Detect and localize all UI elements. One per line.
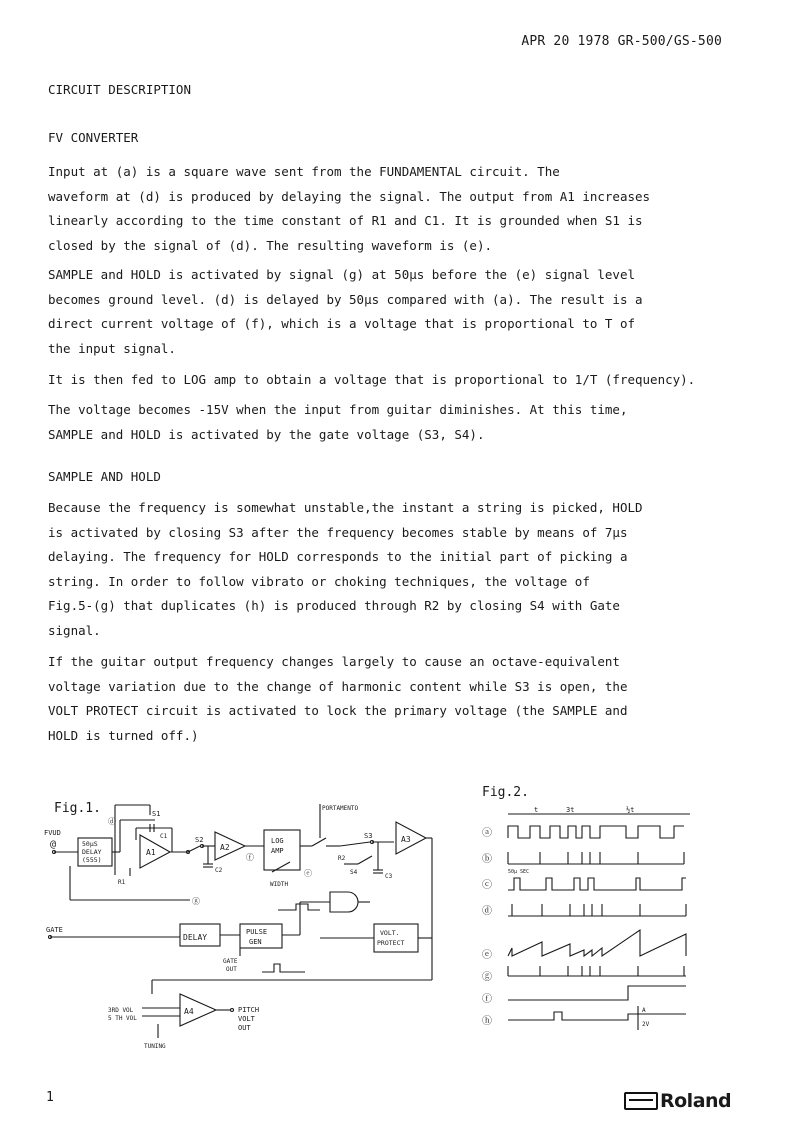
- paragraph-3: It is then fed to LOG amp to obtain a voltage that is proportional to 1/T (frequency).: [48, 372, 696, 387]
- fig2-marker-d: ⓓ: [482, 906, 492, 917]
- svg-text:GATE: GATE: [223, 958, 238, 965]
- svg-text:PITCH: PITCH: [238, 1006, 260, 1014]
- fig2-marker-f: ⓕ: [482, 994, 492, 1005]
- fig2-marker-g: ⓖ: [482, 972, 492, 983]
- svg-text:50µ SEC: 50µ SEC: [508, 869, 530, 875]
- svg-text:VOLT: VOLT: [238, 1015, 255, 1023]
- paragraph-4: The voltage becomes -15V when the input from guitar diminishes. At this time, SAMPLE and HOLD is activated by the gate voltage (S3, S4).: [48, 402, 628, 442]
- section-title: CIRCUIT DESCRIPTION: [48, 82, 191, 97]
- svg-text:R1: R1: [118, 879, 126, 886]
- svg-text:S2: S2: [195, 836, 204, 844]
- svg-text:PULSE: PULSE: [246, 928, 268, 936]
- svg-text:A2: A2: [220, 843, 230, 852]
- svg-text:PORTAMENTO: PORTAMENTO: [322, 805, 359, 812]
- svg-text:S1: S1: [152, 810, 161, 818]
- svg-text:OUT: OUT: [238, 1024, 251, 1032]
- fig1-title: Fig.1.: [54, 801, 101, 816]
- fig2-marker-a: ⓐ: [482, 828, 492, 839]
- svg-text:t: t: [534, 806, 539, 814]
- roland-mark-icon: [624, 1092, 658, 1110]
- paragraph-5: Because the frequency is somewhat unstable,the instant a string is picked, HOLD is activated by closing S3 after the frequency becomes stable by means of 7µs delaying. The frequency for HOLD corresponds to the initial part of picking a string. In order to follow vibrato or choking techniques, the voltage of Fig.5-(g) that duplicates (h) is produced through R2 by closing S4 with Gate signal.: [48, 500, 643, 638]
- roland-logo: [624, 1090, 731, 1112]
- svg-text:ⓖ: ⓖ: [192, 897, 200, 906]
- page-number: 1: [46, 1090, 54, 1105]
- paragraph-6: If the guitar output frequency changes largely to cause an octave-equivalent voltage variation due to the change of harmonic content while S3 is open, the VOLT PROTECT circuit is activated to lock the primary voltage (the SAMPLE and HOLD is turned off.): [48, 654, 628, 743]
- svg-text:A3: A3: [401, 835, 411, 844]
- subheading-sample-hold: SAMPLE AND HOLD: [48, 469, 161, 484]
- svg-text:LOG: LOG: [271, 837, 284, 845]
- svg-text:DELAY: DELAY: [183, 933, 208, 942]
- svg-text:WIDTH: WIDTH: [270, 881, 289, 888]
- fig1-circuit-diagram: [40, 780, 460, 1060]
- svg-text:50µS: 50µS: [82, 840, 98, 848]
- svg-text:A: A: [642, 1007, 646, 1014]
- svg-text:C2: C2: [215, 867, 223, 874]
- svg-text:VOLT.: VOLT.: [380, 929, 400, 937]
- subheading-fv-converter: FV CONVERTER: [48, 130, 139, 145]
- svg-text:TUNING: TUNING: [144, 1043, 166, 1050]
- fig2-title: Fig.2.: [482, 785, 529, 800]
- svg-text:(555): (555): [82, 856, 102, 864]
- svg-text:S4: S4: [350, 869, 358, 876]
- paragraph-2: SAMPLE and HOLD is activated by signal (g) at 50µs before the (e) signal level becomes ground level. (d) is delayed by 50µs compared with (a). The result is a direct current voltage of (f), which is a voltage that is proportional to T of the input signal.: [48, 267, 643, 356]
- fig2-marker-b: ⓑ: [482, 854, 492, 865]
- fig2-marker-c: ⓒ: [482, 880, 492, 891]
- svg-text:2V: 2V: [642, 1021, 650, 1028]
- svg-text:ⓔ: ⓔ: [304, 869, 312, 878]
- svg-text:A1: A1: [146, 848, 156, 857]
- svg-text:GATE: GATE: [46, 926, 63, 934]
- svg-text:C3: C3: [385, 873, 393, 880]
- svg-text:ⓕ: ⓕ: [246, 853, 254, 862]
- svg-text:OUT: OUT: [226, 966, 237, 973]
- paragraph-1: Input at (a) is a square wave sent from the FUNDAMENTAL circuit. The waveform at (d) is produced by delaying the signal. The output from A1 increases linearly according to the time constant of R1 and C1. It is grounded when S1 is closed by the signal of (d). The resulting waveform is (e).: [48, 164, 651, 253]
- fig1-input-a: @: [50, 839, 57, 850]
- fig2-marker-e: ⓔ: [482, 950, 492, 961]
- svg-text:3t: 3t: [566, 806, 575, 814]
- fig1-fvud-label: FVUD: [44, 829, 61, 837]
- svg-text:5 TH VOL: 5 TH VOL: [108, 1015, 137, 1022]
- roland-brand-text: Roland: [660, 1090, 732, 1112]
- svg-text:PROTECT: PROTECT: [377, 939, 405, 947]
- svg-text:½t: ½t: [626, 806, 635, 814]
- svg-text:R2: R2: [338, 855, 346, 862]
- svg-text:GEN: GEN: [249, 938, 262, 946]
- svg-text:3RD VOL: 3RD VOL: [108, 1007, 134, 1014]
- svg-text:C1: C1: [160, 833, 168, 840]
- svg-text:A4: A4: [184, 1007, 194, 1016]
- svg-text:DELAY: DELAY: [82, 848, 102, 856]
- svg-text:AMP: AMP: [271, 847, 284, 855]
- fig2-marker-h: ⓗ: [482, 1016, 492, 1027]
- svg-text:ⓓ: ⓓ: [108, 817, 116, 826]
- fig2-timing-diagram: [478, 780, 718, 1050]
- page-header: APR 20 1978 GR-500/GS-500: [521, 34, 722, 49]
- svg-text:S3: S3: [364, 832, 373, 840]
